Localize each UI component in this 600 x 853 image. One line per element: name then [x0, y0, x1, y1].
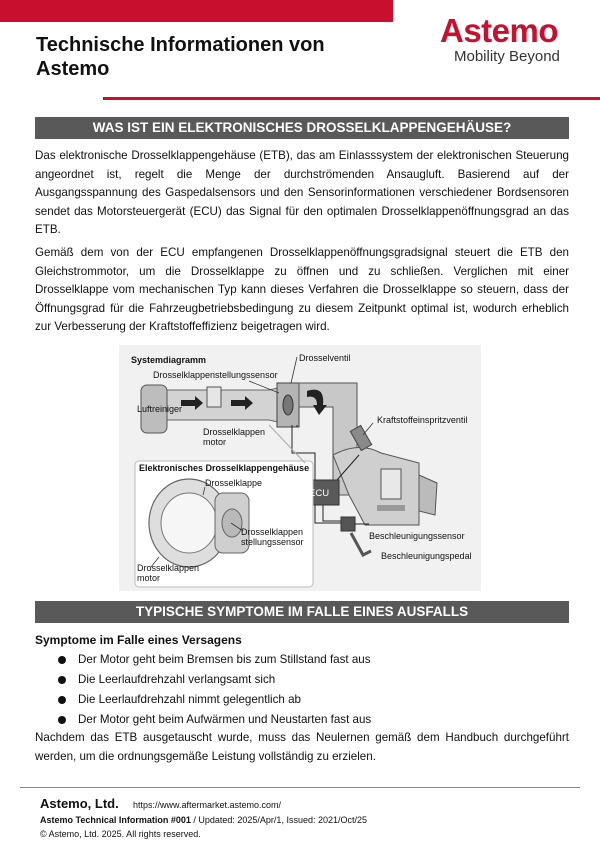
accel-pedal-shape: [351, 533, 371, 555]
symptom-text: Die Leerlaufdrehzahl verlangsamt sich: [78, 673, 276, 686]
list-item: [58, 710, 371, 730]
label-fuel-injector: Kraftstoffeinspritzventil: [377, 415, 468, 425]
astemo-logo: [440, 14, 590, 66]
header-divider: [103, 97, 600, 100]
symptom-list: [58, 650, 371, 730]
footer-copyright: © Astemo, Ltd. 2025. All rights reserved.: [40, 829, 201, 839]
label-etb: Elektronisches Drosselklappengehäuse: [139, 463, 310, 473]
label-throttle-motor: Drosselklappen motor: [203, 427, 266, 447]
symptoms-subheading: Symptome im Falle eines Versagens: [35, 633, 242, 647]
bullet-icon: [58, 696, 66, 704]
page-title-line1: Technische Informationen von: [36, 34, 325, 56]
label-throttle-position-sensor: Drosselklappenstellungssensor: [153, 370, 278, 380]
intro-paragraph-2: Gemäß dem von der ECU empfangenen Drosselklappenöffnungsgradsignal steuert die ETB den Gleichstrommotor, um die Drosselklappe zu öffnen und zu schließen. Verglichen mit einer Drosselklappe vom mechanischen Typ kann dieses Verfahren die Drosselklappe so steuern, dass der Öffnungsgrad für die Fahrzeugbetriebsbedingung zu diesem Zeitpunkt optimal ist, wodurch erheblich zur Verbesserung der Kraftstoffeffizienz beigetragen wird.: [35, 246, 569, 334]
bullet-icon: [58, 656, 66, 664]
footer-doc-info: [40, 815, 367, 825]
footer-divider: [20, 787, 580, 788]
list-item: [58, 670, 371, 690]
accel-sensor-shape: [341, 517, 355, 531]
logo-tagline: Mobility Beyond: [454, 48, 560, 65]
label-ecu: ECU: [309, 488, 330, 499]
intro-paragraph-1: Das elektronische Drosselklappengehäuse (ETB), das am Einlasssystem der elektronischen Steuerung angeordnet ist, regelt die Menge der durchströmenden Ansaugluft. Basierend auf der Ausgangsspannung des Gaspedalsensors und den Sensorinformationen verschiedener Bordsensoren sendet das Motorsteuergerät (ECU) das Signal für den optimalen Drosselklappenöffnungsgrad an das ETB.: [35, 149, 569, 237]
list-item: [58, 650, 371, 670]
page-title: [36, 33, 325, 81]
top-red-bar: [0, 0, 393, 22]
system-diagram: [119, 345, 481, 591]
label-air-filter: Luftreiniger: [137, 404, 183, 414]
page-title-line2: Astemo: [36, 58, 110, 80]
logo-name: Astemo: [440, 12, 559, 49]
bullet-icon: [58, 716, 66, 724]
label-accel-pedal: Beschleunigungspedal: [381, 551, 472, 561]
label-throttle-valve: Drosselventil: [299, 353, 351, 363]
section-heading-etb: WAS IST EIN ELEKTRONISCHES DROSSELKLAPPENGEHÄUSE?: [35, 117, 569, 139]
list-item: [58, 690, 371, 710]
footer-url-link[interactable]: https://www.aftermarket.astemo.com/: [133, 800, 282, 810]
engine-block-shape: [333, 447, 419, 525]
symptom-text: Der Motor geht beim Bremsen bis zum Stillstand fast aus: [78, 653, 371, 666]
label-detail-position-sensor: Drosselklappen stellungssensor: [241, 527, 304, 547]
symptom-text: Die Leerlaufdrehzahl nimmt gelegentlich ab: [78, 693, 301, 706]
footer-dates: / Updated: 2025/Apr/1, Issued: 2021/Oct/25: [190, 815, 367, 825]
label-throttle-flap: Drosselklappe: [205, 478, 263, 488]
footer-company: Astemo, Ltd.: [40, 796, 119, 811]
label-detail-motor: Drosselklappen motor: [137, 563, 200, 583]
bullet-icon: [58, 676, 66, 684]
diagram-title: Systemdiagramm: [131, 355, 207, 365]
section-heading-symptoms: TYPISCHE SYMPTOME IM FALLE EINES AUSFALLS: [35, 601, 569, 623]
closing-paragraph: Nachdem das ETB ausgetauscht wurde, muss das Neulernen gemäß dem Handbuch durchgeführt werden, um die ordnungsgemäße Leistung vollständig zu erzielen.: [35, 731, 569, 763]
symptom-text: Der Motor geht beim Aufwärmen und Neustarten fast aus: [78, 713, 372, 726]
footer-doc-id: Astemo Technical Information #001: [40, 815, 191, 825]
label-accel-sensor: Beschleunigungssensor: [369, 531, 465, 541]
